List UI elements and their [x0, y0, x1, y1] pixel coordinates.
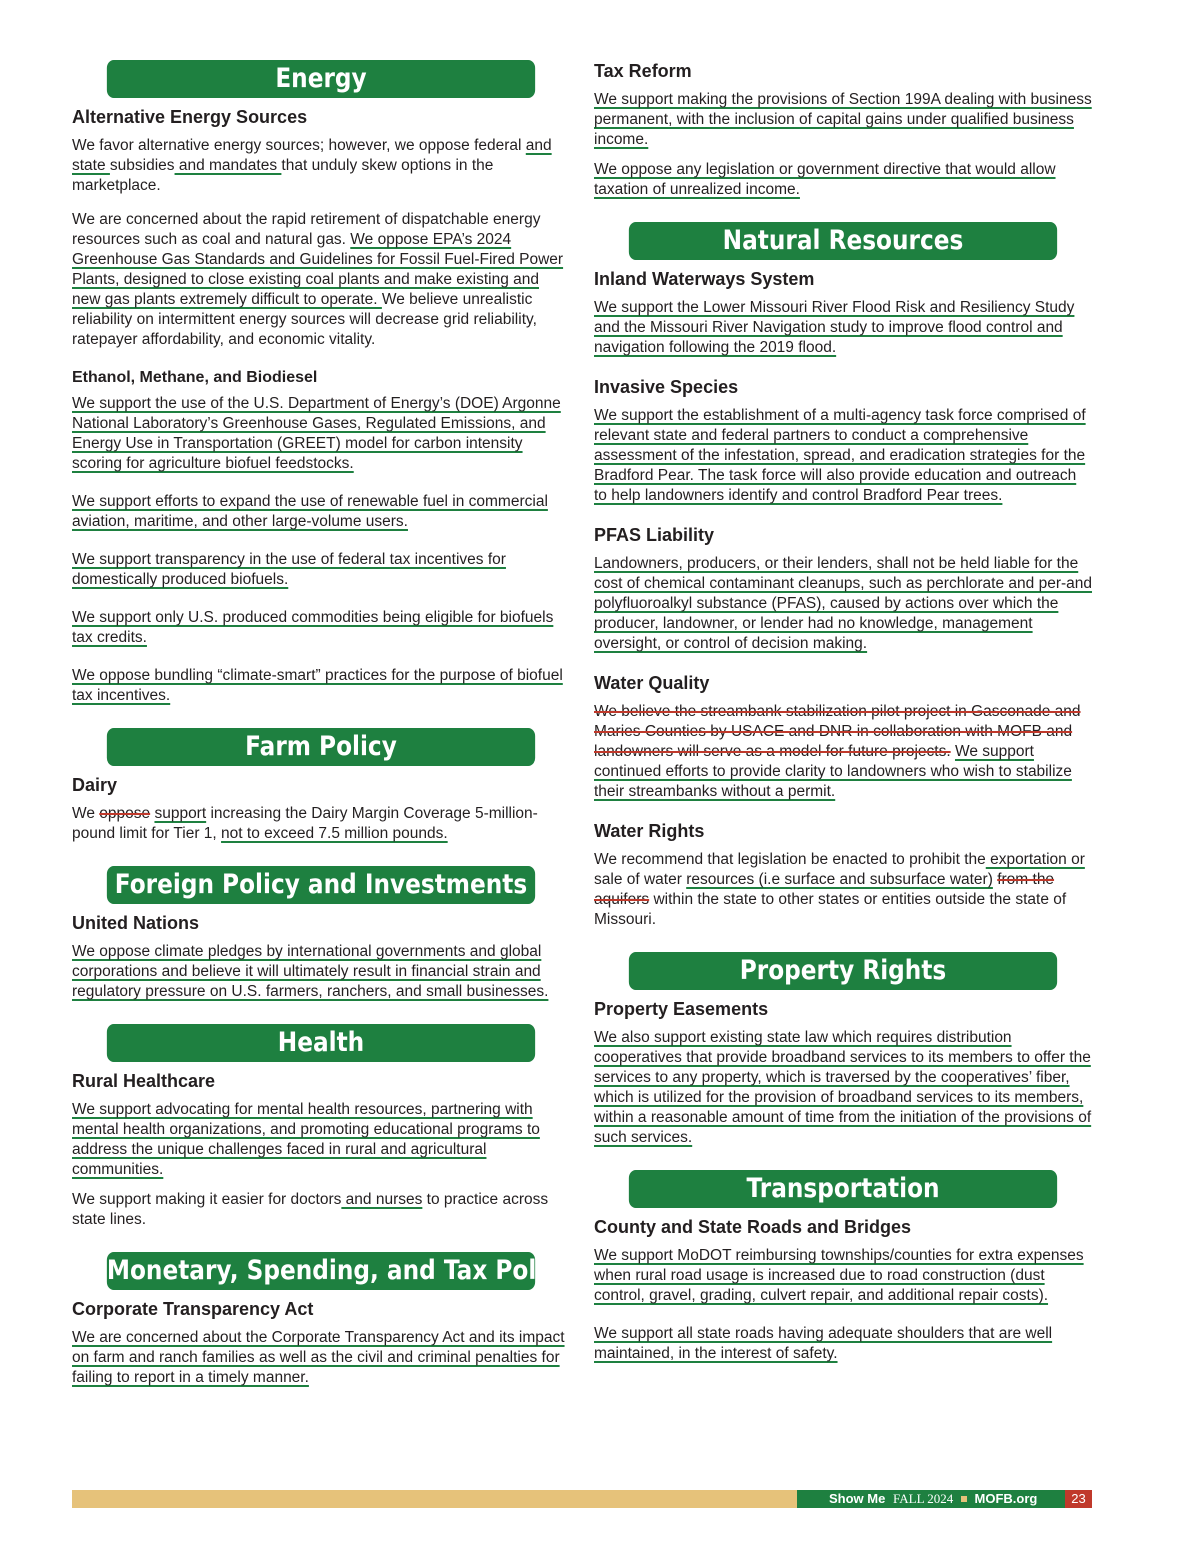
- paragraph-pfas: Landowners, producers, or their lenders, shall not be held liable for the cost of chemical contaminant cleanups, such as perchlorate and per-and polyfluoroalkyl substance (PFAS), caused by actions over which the producer, landowner, or lender had no knowledge, management oversight, or control of decision making.: [594, 555, 1093, 652]
- left-column: [72, 60, 596, 1406]
- paragraph-ethanol-2: We support efforts to expand the use of renewable fuel in commercial aviation, maritime, and other large-volume users.: [72, 493, 548, 530]
- footer-issue: FALL 2024: [892, 1491, 954, 1506]
- paragraph-dairy: We oppose support increasing the Dairy Margin Coverage 5-million-pound limit for Tier 1, not to exceed 7.5 million pounds.: [72, 805, 538, 842]
- section-banner-property-rights: Property Rights: [629, 952, 1057, 990]
- paragraph-roads-2: We support all state roads having adequate shoulders that are well maintained, in the interest of safety.: [594, 1325, 1053, 1362]
- paragraph-healthcare-2: We support making it easier for doctors and nurses to practice across state lines.: [72, 1191, 549, 1228]
- section-banner-farm-policy: Farm Policy: [107, 728, 535, 766]
- heading-inland-waterways: Inland Waterways System: [594, 269, 815, 289]
- paragraph-ethanol-1: We support the use of the U.S. Department of Energy’s (DOE) Argonne National Laboratory’s Greenhouse Gases, Regulated Emissions, and Energy Use in Transportation (GREET) model for carbon intensity scoring for agriculture biofuel feedstocks.: [72, 395, 561, 472]
- heading-dairy: Dairy: [72, 775, 118, 795]
- health-section: [72, 1024, 570, 1230]
- heading-united-nations: United Nations: [72, 913, 200, 933]
- footer-separator: [961, 1496, 967, 1502]
- paragraph-corporate-transparency: We are concerned about the Corporate Transparency Act and its impact on farm and ranch families as well as the civil and criminal penalties for failing to report in a timely manner.: [72, 1329, 565, 1386]
- right-column: [594, 60, 1092, 1382]
- heading-invasive-species: Invasive Species: [594, 377, 739, 397]
- paragraph-ethanol-3: We support transparency in the use of federal tax incentives for domestically produced biofuels.: [72, 551, 506, 588]
- heading-ethanol: Ethanol, Methane, and Biodiesel: [72, 369, 318, 386]
- property-rights-section: [594, 952, 1092, 1148]
- heading-water-rights: Water Rights: [594, 821, 705, 841]
- section-banner-natural-resources: Natural Resources: [629, 222, 1057, 260]
- heading-pfas: PFAS Liability: [594, 525, 715, 545]
- heading-property-easements: Property Easements: [594, 999, 769, 1019]
- footer-website[interactable]: MOFB.org: [974, 1491, 1038, 1506]
- paragraph-alt-energy-2: We are concerned about the rapid retirement of dispatchable energy resources such as coal and natural gas. We oppose EPA’s 2024 Greenhouse Gas Standards and Guidelines for Fossil Fuel-Fired Power Plants, designed to close existing coal plants and make existing and new gas plants extremely difficult to operate. We believe unrealistic reliability on intermittent energy sources will decrease grid reliability, ratepayer affordability, and economic vitality.: [72, 211, 564, 348]
- natural-resources-section: [594, 222, 1092, 930]
- heading-rural-healthcare: Rural Healthcare: [72, 1071, 216, 1091]
- footer-publication: [797, 1490, 1065, 1508]
- paragraph-ethanol-4: We support only U.S. produced commodities being eligible for biofuels tax credits.: [72, 609, 554, 646]
- section-banner-health: Health: [107, 1024, 535, 1062]
- paragraph-united-nations: We oppose climate pledges by international governments and global corporations and believe it will ultimately result in financial strain and regulatory pressure on U.S. farmers, ranchers, and small businesses.: [72, 943, 549, 1000]
- section-banner-energy: Energy: [107, 60, 535, 98]
- heading-alternative-energy: Alternative Energy Sources: [72, 107, 308, 127]
- heading-tax-reform: Tax Reform: [594, 61, 692, 81]
- foreign-policy-section: [72, 866, 570, 1002]
- tax-reform-section: [594, 60, 1092, 200]
- heading-roads-bridges: County and State Roads and Bridges: [594, 1217, 912, 1237]
- heading-water-quality: Water Quality: [594, 673, 710, 693]
- paragraph-tax-2: We oppose any legislation or government directive that would allow taxation of unrealized income.: [594, 161, 1056, 198]
- transportation-section: [594, 1170, 1092, 1364]
- heading-corporate-transparency: Corporate Transparency Act: [72, 1299, 314, 1319]
- footer-brand: Show Me: [829, 1491, 886, 1506]
- farm-policy-section: [72, 728, 570, 844]
- section-banner-monetary: Monetary, Spending, and Tax Policies: [107, 1252, 535, 1290]
- paragraph-roads-1: We support MoDOT reimbursing townships/counties for extra expenses when rural road usage is increased due to road construction (dust control, gravel, grading, culvert repair, and additional repair costs).: [594, 1247, 1084, 1304]
- paragraph-invasive-species: We support the establishment of a multi-agency task force comprised of relevant state and federal partners to conduct a comprehensive assessment of the infestation, spread, and eradication strategies for the Bradford Pear. The task force will also provide education and outreach to help landowners identify and control Bradford Pear trees.: [594, 407, 1086, 504]
- energy-section: [72, 60, 570, 706]
- paragraph-water-rights: We recommend that legislation be enacted to prohibit the exportation or sale of water resources (i.e surface and subsurface water) from the aquifers within the state to other states or entities outside the state of Missouri.: [594, 851, 1085, 928]
- page-number: 23: [1065, 1490, 1092, 1508]
- paragraph-alt-energy-1: We favor alternative energy sources; however, we oppose federal and state subsidies and mandates that unduly skew options in the marketplace.: [72, 137, 552, 194]
- paragraph-ethanol-5: We oppose bundling “climate-smart” practices for the purpose of biofuel tax incentives.: [72, 667, 563, 704]
- section-banner-foreign-policy: Foreign Policy and Investments: [107, 866, 535, 904]
- paragraph-tax-1: We support making the provisions of Section 199A dealing with business permanent, with the inclusion of capital gains under qualified business income.: [594, 91, 1092, 148]
- section-banner-transportation: Transportation: [629, 1170, 1057, 1208]
- monetary-section: [72, 1252, 596, 1388]
- paragraph-water-quality: We believe the streambank stabilization pilot project in Gasconade and Maries Counties by USACE and DNR in collaboration with MOFB and landowners will serve as a model for future projects. We support continued efforts to provide clarity to landowners who wish to stabilize their streambanks without a permit.: [594, 703, 1081, 800]
- paragraph-inland-waterways: We support the Lower Missouri River Flood Risk and Resiliency Study and the Missouri River Navigation study to improve flood control and navigation following the 2019 flood.: [594, 299, 1075, 356]
- paragraph-healthcare-1: We support advocating for mental health resources, partnering with mental health organizations, and promoting educational programs to address the unique challenges faced in rural and agricultural communities.: [72, 1101, 540, 1178]
- paragraph-property-easements: We also support existing state law which requires distribution cooperatives that provide broadband services to its members to offer the services to any property, which is traversed by the cooperatives’ fiber, which is utilized for the provision of broadband services to its members, within a reasonable amount of time from the initiation of the provisions of such services.: [594, 1029, 1092, 1146]
